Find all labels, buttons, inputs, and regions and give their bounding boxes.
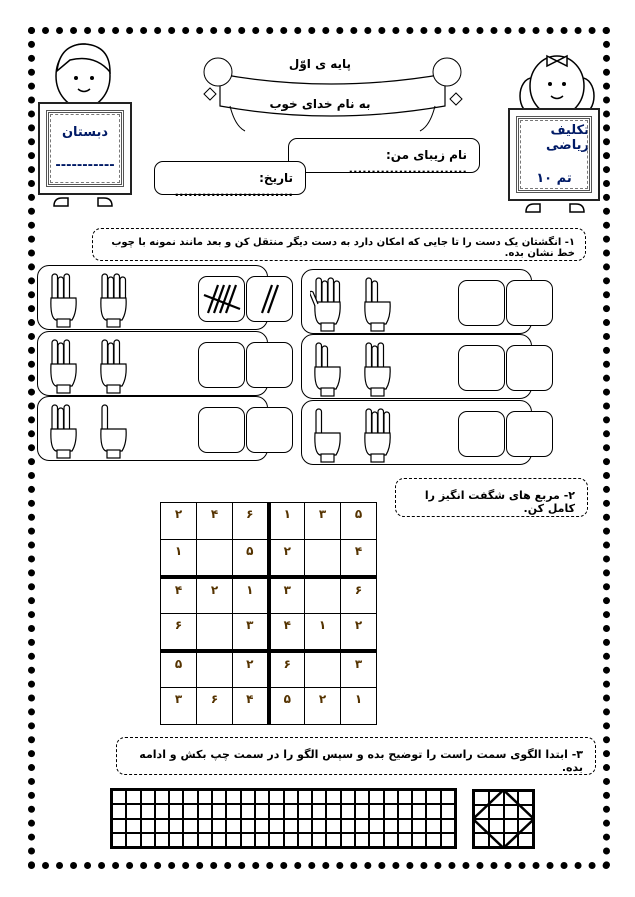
grid-cell xyxy=(269,819,283,833)
sudoku-given-cell: ۵ xyxy=(341,503,377,540)
grid-cell xyxy=(355,804,369,818)
grid-cell xyxy=(426,790,440,804)
sudoku-row xyxy=(161,577,377,614)
question-3-instruction xyxy=(116,737,596,775)
hand-icon xyxy=(360,405,394,463)
grid-cell xyxy=(255,804,269,818)
sudoku-given-cell: ۵ xyxy=(161,651,197,688)
sudoku-given-cell: ۳ xyxy=(161,688,197,725)
sudoku-row xyxy=(161,503,377,540)
hand-icon xyxy=(360,339,394,397)
school-blank: ----------- xyxy=(55,157,115,173)
grid-cell xyxy=(141,790,155,804)
sudoku-given-cell: ۱ xyxy=(341,688,377,725)
tally-answer-box[interactable] xyxy=(198,342,245,388)
grid-cell xyxy=(241,804,255,818)
grid-cell xyxy=(355,790,369,804)
sudoku-empty-cell[interactable] xyxy=(305,651,341,688)
sudoku-given-cell: ۲ xyxy=(269,540,305,577)
grid-cell xyxy=(198,790,212,804)
sudoku-given-cell: ۱ xyxy=(233,577,269,614)
sudoku-given-cell: ۶ xyxy=(269,651,305,688)
sudoku-given-cell: ۴ xyxy=(233,688,269,725)
sudoku-given-cell: ۲ xyxy=(305,688,341,725)
sudoku-empty-cell[interactable] xyxy=(197,540,233,577)
grid-cell xyxy=(284,804,298,818)
grid-cell xyxy=(155,804,169,818)
tally-answer-box[interactable] xyxy=(506,345,553,391)
date-label: تاریخ: .......................... xyxy=(174,171,293,199)
sudoku-given-cell: ۴ xyxy=(161,577,197,614)
grid-cell xyxy=(284,819,298,833)
grid-cell xyxy=(241,790,255,804)
tally-answer-box[interactable] xyxy=(246,342,293,388)
name-field[interactable] xyxy=(288,138,480,176)
sudoku-given-cell: ۳ xyxy=(233,614,269,651)
sudoku-given-cell: ۲ xyxy=(341,614,377,651)
hand-icon xyxy=(310,274,344,332)
question-1-instruction xyxy=(92,228,586,261)
grid-cell xyxy=(226,833,240,847)
tally-marks xyxy=(200,277,244,321)
sudoku-given-cell: ۱ xyxy=(269,503,305,540)
grid-cell xyxy=(441,819,455,833)
grid-cell xyxy=(341,833,355,847)
grid-cell xyxy=(384,790,398,804)
grid-cell xyxy=(141,804,155,818)
question-2-text: ۲- مربع های شگفت انگیز را کامل کن. xyxy=(424,489,575,515)
grid-cell xyxy=(126,833,140,847)
grid-cell xyxy=(141,819,155,833)
tally-answer-box[interactable] xyxy=(458,411,505,457)
grade-label: پایه ی اوّل xyxy=(288,57,352,71)
grid-cell xyxy=(269,790,283,804)
grid-cell xyxy=(384,833,398,847)
hand-icon xyxy=(360,274,394,332)
grid-cell xyxy=(155,819,169,833)
hand-icon xyxy=(310,405,344,463)
sudoku-given-cell: ۴ xyxy=(197,503,233,540)
sudoku-given-cell: ۴ xyxy=(269,614,305,651)
grid-cell xyxy=(369,790,383,804)
sudoku-row xyxy=(161,688,377,725)
grid-cell xyxy=(369,804,383,818)
grid-cell xyxy=(212,833,226,847)
grid-cell xyxy=(298,790,312,804)
name-label: نام زیبای من: .......................... xyxy=(348,148,467,176)
grid-cell xyxy=(341,790,355,804)
grid-cell xyxy=(212,819,226,833)
grid-cell xyxy=(312,833,326,847)
tally-answer-box[interactable] xyxy=(246,276,293,322)
grid-cell xyxy=(398,819,412,833)
school-sign xyxy=(38,102,132,195)
grid-cell xyxy=(126,819,140,833)
date-field[interactable] xyxy=(154,161,306,199)
question-2-instruction xyxy=(395,478,588,517)
grid-cell xyxy=(412,790,426,804)
drawing-grid[interactable] xyxy=(110,788,457,849)
grid-cell xyxy=(398,790,412,804)
sudoku-empty-cell[interactable] xyxy=(305,577,341,614)
grid-cell xyxy=(183,790,197,804)
grid-cell xyxy=(312,819,326,833)
sudoku-given-cell: ۵ xyxy=(233,540,269,577)
assignment-title: تکلیف ریاضی xyxy=(546,123,589,153)
assignment-number: تم ۱۰ xyxy=(536,171,572,186)
hand-icon xyxy=(96,270,130,328)
grid-cell xyxy=(155,790,169,804)
grid-cell xyxy=(226,790,240,804)
grid-cell xyxy=(126,804,140,818)
tally-answer-box[interactable] xyxy=(246,407,293,453)
grid-cell xyxy=(255,790,269,804)
grid-cell xyxy=(426,833,440,847)
hand-icon xyxy=(46,401,80,459)
tally-answer-box[interactable] xyxy=(198,407,245,453)
diamond-pattern xyxy=(472,789,535,849)
sudoku-row xyxy=(161,614,377,651)
grid-cell xyxy=(226,819,240,833)
grid-cell xyxy=(212,804,226,818)
question-1-text: ۱- انگشتان یک دست را تا جایی که امکان دارد به دست دیگر منتقل کن و بعد مانند نمونه با چوب خط نشان بده. xyxy=(111,237,575,259)
tally-marks xyxy=(248,277,292,321)
grid-cell xyxy=(226,804,240,818)
sudoku-given-cell: ۲ xyxy=(161,503,197,540)
grid-cell xyxy=(112,819,126,833)
sudoku-given-cell: ۲ xyxy=(197,577,233,614)
tally-answer-box[interactable] xyxy=(506,411,553,457)
grid-cell xyxy=(412,804,426,818)
grid-cell xyxy=(112,790,126,804)
grid-cell xyxy=(369,819,383,833)
school-label: دبستان xyxy=(61,124,109,140)
sudoku-given-cell: ۶ xyxy=(197,688,233,725)
grid-cell xyxy=(126,790,140,804)
grid-cell xyxy=(241,833,255,847)
sudoku-given-cell: ۳ xyxy=(341,651,377,688)
basmala: به نام خدای خوب xyxy=(269,97,371,111)
grid-cell xyxy=(183,819,197,833)
pattern-sample xyxy=(472,789,535,849)
hand-icon xyxy=(46,270,80,328)
sudoku-given-cell: ۱ xyxy=(161,540,197,577)
grid-cell xyxy=(183,833,197,847)
grid-cell xyxy=(269,833,283,847)
hand-icon xyxy=(310,339,344,397)
grid-cell xyxy=(169,833,183,847)
grid-cell xyxy=(369,833,383,847)
sudoku-given-cell: ۶ xyxy=(341,577,377,614)
grid-cell xyxy=(412,833,426,847)
sudoku-given-cell: ۴ xyxy=(341,540,377,577)
grid-cell xyxy=(398,804,412,818)
tally-answer-box[interactable] xyxy=(506,280,553,326)
grid-cell xyxy=(326,790,340,804)
grid-cell xyxy=(169,790,183,804)
grid-cell xyxy=(183,804,197,818)
sudoku-given-cell: ۳ xyxy=(305,503,341,540)
sudoku-given-cell: ۲ xyxy=(233,651,269,688)
grid-cell xyxy=(441,804,455,818)
grid-cell xyxy=(298,833,312,847)
sudoku-grid xyxy=(160,502,377,725)
sudoku-row xyxy=(161,651,377,688)
grid-cell xyxy=(398,833,412,847)
grid-cell xyxy=(326,819,340,833)
grid-cell xyxy=(412,819,426,833)
grid-cell xyxy=(326,833,340,847)
grid-cell xyxy=(355,833,369,847)
hand-icon xyxy=(96,401,130,459)
tally-answer-box[interactable] xyxy=(458,280,505,326)
hand-icon xyxy=(96,336,130,394)
sudoku-given-cell: ۶ xyxy=(233,503,269,540)
sudoku-given-cell: ۵ xyxy=(269,688,305,725)
grid-cell xyxy=(169,804,183,818)
grid-cell xyxy=(298,819,312,833)
grid-cell xyxy=(298,804,312,818)
grid-cell xyxy=(255,819,269,833)
grid-cell xyxy=(341,804,355,818)
tally-answer-box[interactable] xyxy=(458,345,505,391)
grid-cell xyxy=(255,833,269,847)
grid-cell xyxy=(326,804,340,818)
grid-cell xyxy=(312,804,326,818)
hand-icon xyxy=(46,336,80,394)
sudoku-row xyxy=(161,540,377,577)
grid-cell xyxy=(241,819,255,833)
grid-cell xyxy=(198,819,212,833)
grid-cell xyxy=(312,790,326,804)
sudoku-empty-cell[interactable] xyxy=(197,614,233,651)
grid-cell xyxy=(198,804,212,818)
assignment-sign xyxy=(508,108,600,201)
grid-cell xyxy=(112,804,126,818)
sudoku-given-cell: ۶ xyxy=(161,614,197,651)
grid-cell xyxy=(426,804,440,818)
grid-cell xyxy=(284,790,298,804)
grid-cell xyxy=(441,790,455,804)
grid-cell xyxy=(141,833,155,847)
grid-cell xyxy=(341,819,355,833)
grid-cell xyxy=(169,819,183,833)
grid-cell xyxy=(384,819,398,833)
grid-cell xyxy=(212,790,226,804)
grid-cell xyxy=(112,833,126,847)
sudoku-empty-cell[interactable] xyxy=(197,651,233,688)
grid-cell xyxy=(426,819,440,833)
sudoku-given-cell: ۳ xyxy=(269,577,305,614)
sudoku-given-cell: ۱ xyxy=(305,614,341,651)
grid-cell xyxy=(384,804,398,818)
sudoku-empty-cell[interactable] xyxy=(305,540,341,577)
grid-cell xyxy=(198,833,212,847)
tally-answer-box[interactable] xyxy=(198,276,245,322)
grid-cell xyxy=(355,819,369,833)
grid-cell xyxy=(441,833,455,847)
grid-cell xyxy=(269,804,283,818)
question-3-text: ۳- ابتدا الگوی سمت راست را توضیح بده و سپس الگو را در سمت چپ بکش و ادامه بده. xyxy=(139,748,583,774)
grid-cell xyxy=(284,833,298,847)
grid-cell xyxy=(155,833,169,847)
